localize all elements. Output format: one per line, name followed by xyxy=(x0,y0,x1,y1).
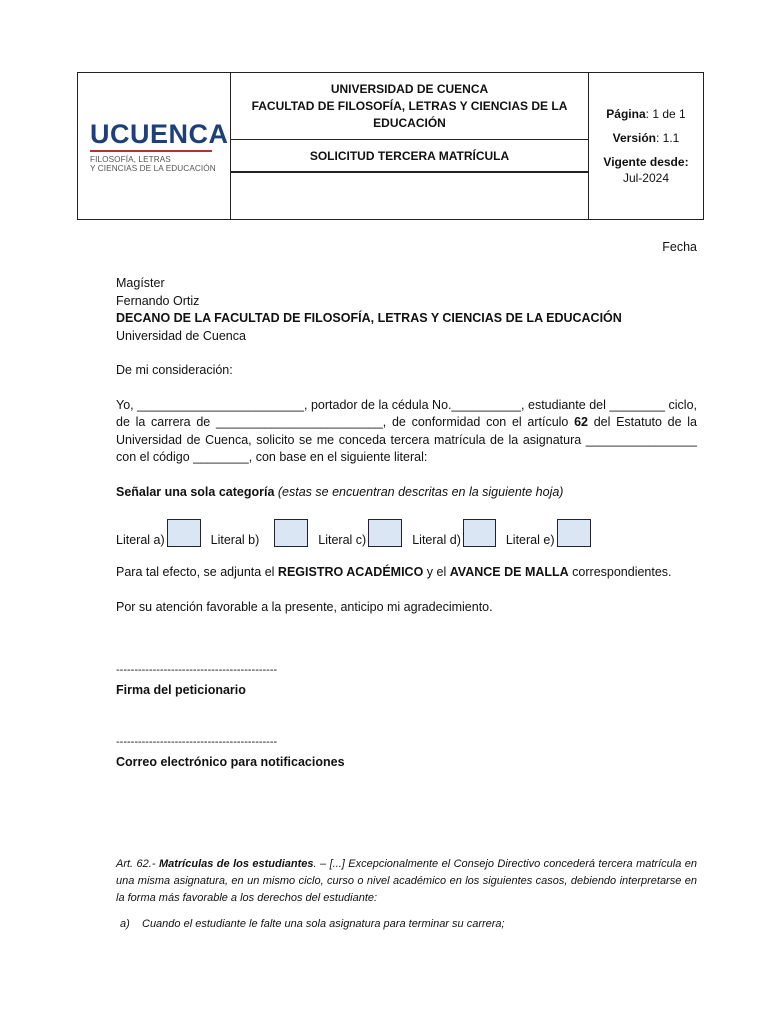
category-instruction: Señalar una sola categoría (estas se encuentran descritas en la siguiente hoja) xyxy=(116,484,564,499)
literal-b-label: Literal b) xyxy=(210,532,260,547)
letter-body xyxy=(116,275,697,771)
logo-underline xyxy=(90,150,212,152)
article-item-a xyxy=(116,916,697,933)
literal-d-checkbox[interactable] xyxy=(463,519,496,547)
university-logo xyxy=(90,118,229,173)
header-institution xyxy=(231,73,588,140)
request-paragraph: Yo, ________________________, portador de la cédula No.__________, estudiante del ________ ciclo, de la carrera de ________________________, de conformidad con el artículo 62 del Estatuto de la Universidad de Cuenca, solicito se me conceda tercera matrícula de la asignatura ________________ con el código ________, con base en el siguiente literal: xyxy=(116,397,697,464)
literal-d-label: Literal d) xyxy=(412,532,461,547)
logo-subtitle-1: FILOSOFÍA, LETRAS xyxy=(90,154,171,164)
closing-paragraph: Por su atención favorable a la presente, anticipo mi agradecimiento. xyxy=(116,599,493,614)
page-info: Página: 1 de 1 xyxy=(606,107,686,121)
literal-e-option xyxy=(506,519,591,547)
literal-e-label: Literal e) xyxy=(505,532,555,547)
form-title: SOLICITUD TERCERA MATRÍCULA xyxy=(231,140,588,173)
version-info: Versión: 1.1 xyxy=(612,131,680,145)
literal-c-option xyxy=(318,519,402,547)
literal-a-option xyxy=(116,519,201,547)
article-paragraph: Art. 62.- Matrículas de los estudiantes. – [...] Excepcionalmente el Consejo Directivo concederá tercera matrícula en una misma asignatura, en un mismo ciclo, curso o nivel académico en los siguientes casos, debiendo interpretarse en la forma más favorable a los derechos del estudiante: xyxy=(116,858,698,904)
signature-line: -------------------------------------------- xyxy=(116,664,278,676)
article-excerpt xyxy=(116,856,697,933)
logo-cell xyxy=(78,73,231,219)
literal-a-label: Literal a) xyxy=(116,532,165,547)
literal-c-checkbox[interactable] xyxy=(368,519,402,547)
recipient-institution: Universidad de Cuenca xyxy=(116,328,246,343)
header-title-cell xyxy=(231,73,589,219)
recipient-role: DECANO DE LA FACULTAD DE FILOSOFÍA, LETRAS Y CIENCIAS DE LA EDUCACIÓN xyxy=(116,311,622,325)
valid-from-info: Vigente desde: Jul-2024 xyxy=(603,155,689,185)
email-label: Correo electrónico para notificaciones xyxy=(116,754,345,769)
literal-a-checkbox[interactable] xyxy=(167,519,201,547)
header-meta-cell xyxy=(589,73,703,219)
email-line: -------------------------------------------- xyxy=(116,735,278,748)
literal-b-option xyxy=(211,519,309,547)
document-header xyxy=(77,72,704,220)
date-label: Fecha xyxy=(662,240,697,254)
article-item-a-mark: a) xyxy=(120,918,130,930)
header-empty-cell xyxy=(231,173,588,219)
attachments-paragraph: Para tal efecto, se adjunta el REGISTRO ACADÉMICO y el AVANCE DE MALLA correspondientes. xyxy=(116,565,672,579)
literal-c-label: Literal c) xyxy=(318,532,367,547)
recipient-name: Fernando Ortiz xyxy=(116,293,200,308)
logo-wordmark: UCUENCA xyxy=(90,118,229,149)
recipient-title: Magíster xyxy=(116,276,165,290)
literal-options xyxy=(116,519,697,547)
faculty-name: FACULTAD DE FILOSOFÍA, LETRAS Y CIENCIAS DE LA EDUCACIÓN xyxy=(251,98,568,130)
literal-e-checkbox[interactable] xyxy=(557,519,591,547)
university-name: UNIVERSIDAD DE CUENCA xyxy=(330,81,489,96)
article-item-a-text: Cuando el estudiante le falte una sola asignatura para terminar su carrera; xyxy=(142,918,505,930)
literal-d-option xyxy=(412,519,496,547)
signature-label: Firma del peticionario xyxy=(116,683,246,697)
literal-b-checkbox[interactable] xyxy=(274,519,308,547)
salutation: De mi consideración: xyxy=(116,363,233,377)
logo-subtitle-2: Y CIENCIAS DE LA EDUCACIÓN xyxy=(90,163,216,173)
